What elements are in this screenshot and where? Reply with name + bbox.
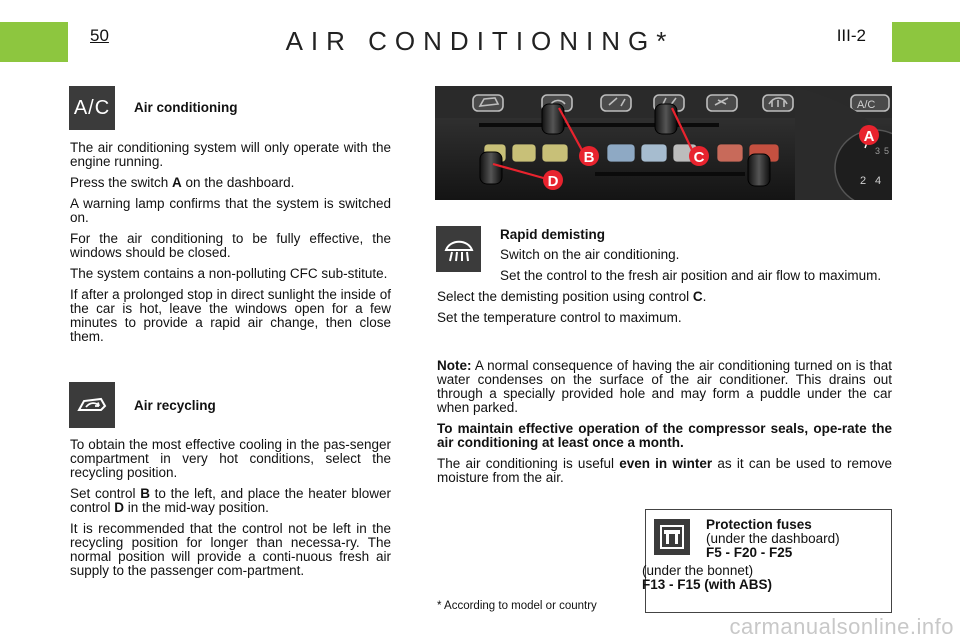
ac-press-paragraph: Press the switch A on the dashboard.	[70, 175, 295, 190]
ac-paragraph: The air conditioning system will only operate with the engine running.	[70, 140, 391, 169]
svg-text:D: D	[547, 173, 559, 190]
svg-text:A: A	[863, 128, 875, 145]
recycling-paragraph: To obtain the most effective cooling in the pas-senger compartment in very hot conditions, select the recycling position.	[70, 437, 391, 480]
demisting-paragraph: Set the temperature control to maximum.	[437, 310, 682, 325]
note-body	[437, 359, 892, 492]
control-panel-illustration	[435, 86, 892, 200]
recycling-paragraph: It is recommended that the control not be left in the recycling position for longer than necessa-ry. The normal position will provide a conti-nuous fresh air supply to the passenger com-partment.	[70, 521, 391, 578]
panel-gear-label: 5	[884, 146, 890, 156]
demisting-heading: Rapid demisting	[500, 227, 606, 242]
footnote: * According to model or country	[437, 600, 597, 612]
ac-body	[70, 141, 391, 351]
panel-gear-label: 4	[875, 175, 882, 187]
callout-a	[859, 125, 879, 145]
ac-paragraph: The system contains a non-polluting CFC sub-stitute.	[70, 266, 388, 281]
callout-b	[579, 146, 599, 166]
recycling-paragraph: Set control B to the left, and place the heater blower control D in the mid-way position.	[70, 486, 391, 515]
recycling-icon	[69, 382, 115, 428]
ac-paragraph: If after a prolonged stop in direct sunlight the inside of the car is hot, leave the windows open for a few minutes to provide a rapid air change, then close them.	[70, 287, 391, 344]
callout-c	[689, 146, 709, 166]
page-number[interactable]: 50	[90, 26, 109, 45]
recycling-body	[70, 438, 391, 585]
ac-heading: Air conditioning	[134, 100, 238, 115]
ac-paragraph: A warning lamp confirms that the system is switched on.	[70, 196, 391, 225]
fuses-bonnet-text: (under the bonnet) F13 - F15 (with ABS)	[642, 563, 773, 592]
note-paragraph: Note: A normal consequence of having the air conditioning turned on is that water condenses on the surface of the air conditioner. This drains out through a specially provided hole and may form a puddle under the car when parked.	[437, 358, 892, 415]
maintenance-paragraph: To maintain effective operation of the compressor seals, ope-rate the air conditioning at least once a month.	[437, 421, 892, 450]
panel-gear-label: 2	[860, 175, 867, 187]
fuse-icon	[654, 519, 690, 555]
demisting-paragraph: Select the demisting position using control C.	[437, 289, 707, 304]
ac-paragraph: For the air conditioning to be fully effective, the windows should be closed.	[70, 231, 391, 260]
panel-ac-text: A/C	[857, 99, 876, 111]
demisting-paragraph: Switch on the air conditioning.	[500, 247, 680, 262]
svg-text:C: C	[693, 149, 705, 166]
chapter-code: III-2	[836, 26, 866, 45]
svg-text:B: B	[583, 149, 595, 166]
page-title: AIR CONDITIONING*	[285, 26, 675, 56]
recycling-heading: Air recycling	[134, 398, 216, 413]
watermark: carmanualsonline.info	[729, 614, 954, 639]
fuses-box	[642, 509, 892, 613]
winter-paragraph: The air conditioning is useful even in winter as it can be used to remove moisture from the air.	[437, 456, 893, 485]
panel-gear-label: 3	[875, 146, 881, 156]
demisting-paragraph: Set the control to the fresh air position and air flow to maximum.	[500, 268, 882, 283]
ac-icon: A/C	[69, 86, 115, 130]
fuses-text: Protection fuses (under the dashboard) F5 - F20 - F25	[706, 517, 840, 560]
demisting-body	[437, 248, 892, 332]
callout-d	[543, 170, 563, 190]
